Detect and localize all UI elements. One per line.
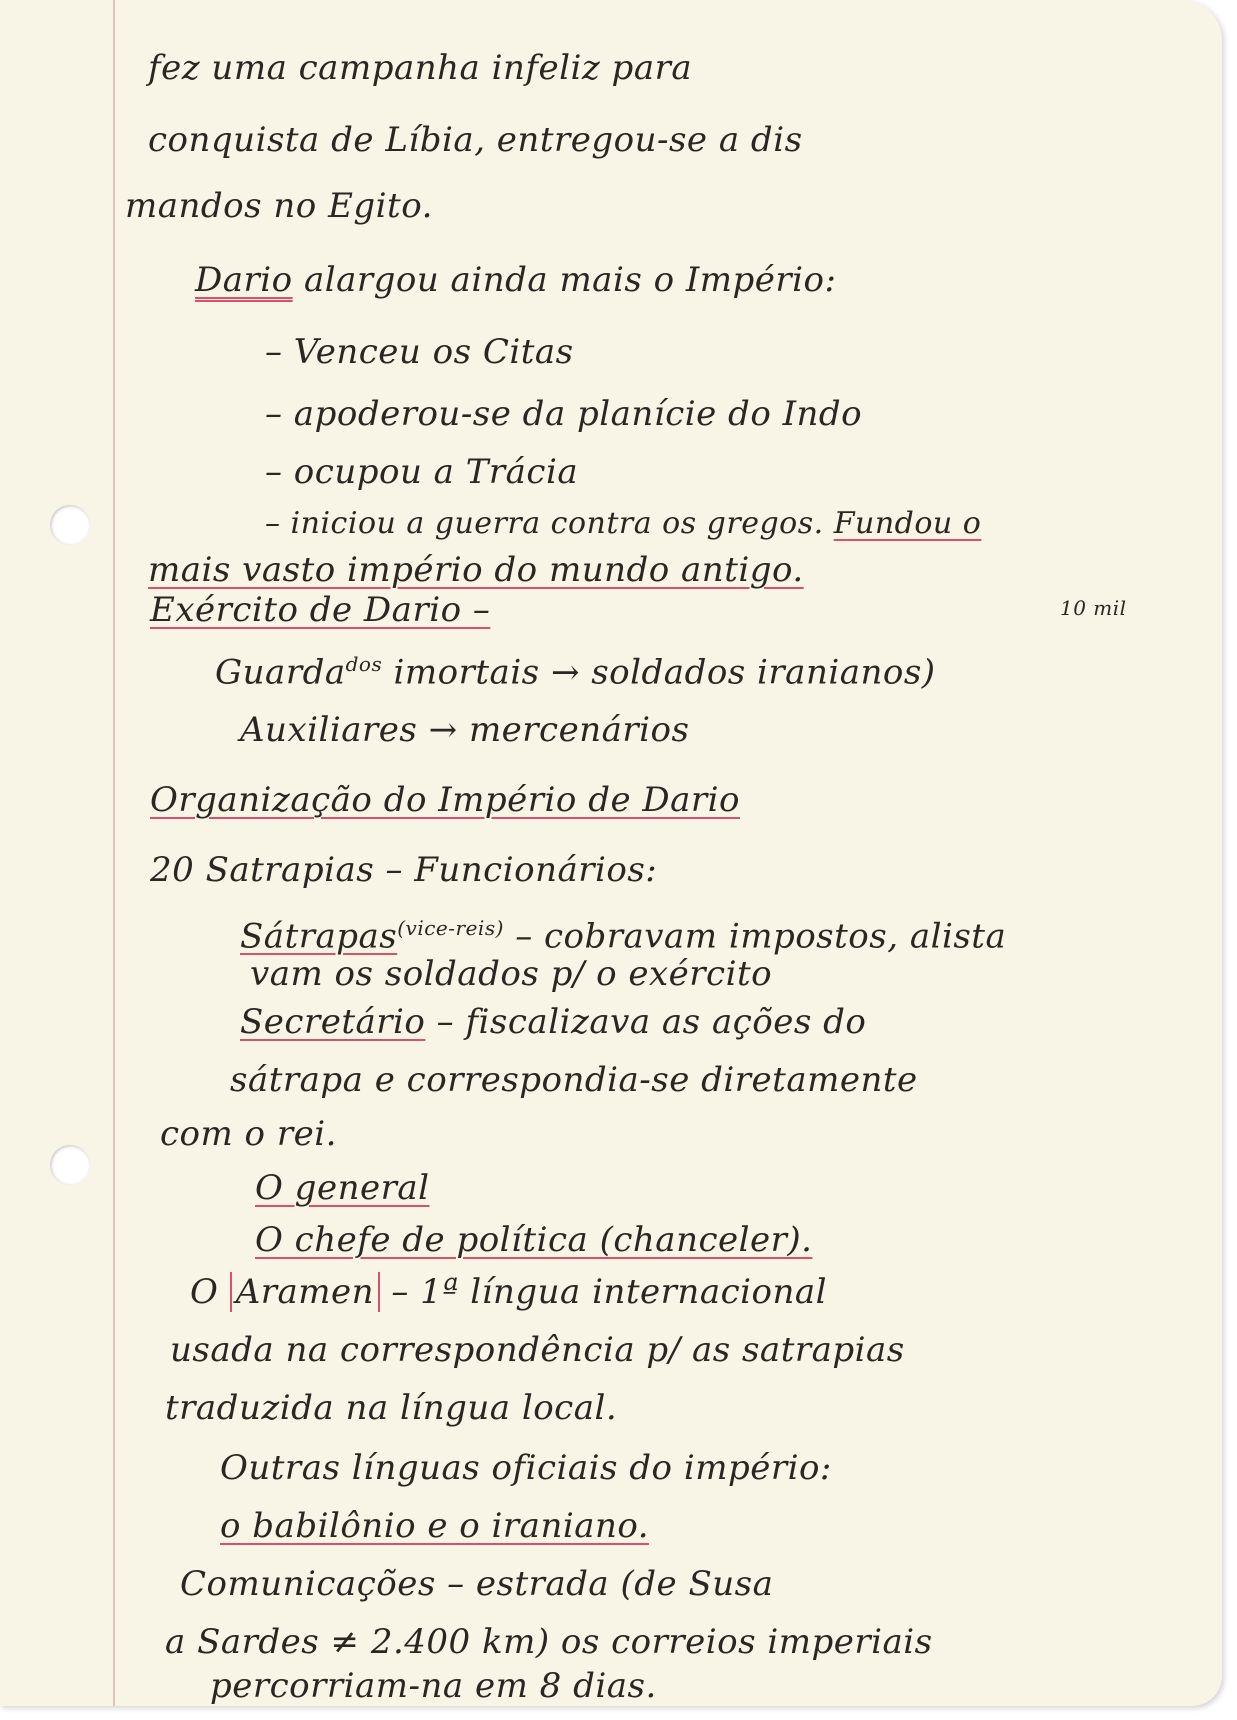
note-line-8: – iniciou a guerra contra os gregos. Fundou o (265, 506, 982, 541)
note-line-17: vam os soldados p/ o exército (250, 954, 773, 994)
note-line-28: Comunicações – estrada (de Susa (180, 1564, 774, 1604)
heading-exercito: Exército de Dario – (150, 590, 491, 630)
note-line-18: Secretário – fiscalizava as ações do (240, 1002, 867, 1042)
binder-hole-bottom (50, 1145, 90, 1185)
note-line-25: traduzida na língua local. (165, 1388, 618, 1428)
heading-organizacao: Organização do Império de Dario (150, 780, 741, 820)
note-line-7: – ocupou a Trácia (265, 452, 579, 492)
note-line-30: percorriam-na em 8 dias. (210, 1666, 657, 1706)
note-line-15: 20 Satrapias – Funcionários: (150, 850, 658, 890)
note-line-26: Outras línguas oficiais do império: (220, 1448, 832, 1488)
note-line-1: fez uma campanha infeliz para (148, 48, 693, 88)
note-line-22: O chefe de política (chanceler). (255, 1220, 813, 1260)
note-line-9: mais vasto império do mundo antigo. (148, 550, 804, 590)
note-line-19: sátrapa e correspondia-se diretamente (230, 1060, 918, 1100)
heading-dario: Dario (195, 260, 293, 300)
note-line-21: O general (255, 1168, 430, 1208)
note-line-14 (150, 778, 740, 822)
note-line-6: – apoderou-se da planície do Indo (265, 394, 863, 434)
note-line-24: usada na correspondência p/ as satrapias (170, 1330, 905, 1370)
note-line-5: – Venceu os Citas (265, 332, 574, 372)
margin-rule (113, 0, 115, 1706)
note-line-23: O Aramen – 1ª língua internacional (190, 1272, 828, 1312)
note-line-3: mandos no Egito. (125, 186, 433, 226)
note-line-29: a Sardes ≠ 2.400 km) os correios imperiais (165, 1622, 933, 1662)
note-annotation-10mil: 10 mil (1060, 596, 1127, 620)
note-line-4: Dario alargou ainda mais o Império: (195, 260, 837, 300)
note-line-12: Guarda$^{dos}$ imortais → soldados iranianos) (215, 652, 936, 693)
note-line-20: com o rei. (160, 1114, 337, 1154)
note-line-10 (150, 588, 490, 632)
note-line-27: o babilônio e o iraniano. (220, 1506, 650, 1546)
binder-hole-top (50, 505, 90, 545)
note-line-2: conquista de Líbia, entregou-se a dis (148, 120, 803, 160)
note-line-16: Sátrapas$^{(vice-reis)}$ – cobravam impostos, alista (240, 916, 1007, 957)
term-aramen: Aramen (230, 1272, 380, 1312)
note-line-13: Auxiliares → mercenários (240, 710, 690, 750)
